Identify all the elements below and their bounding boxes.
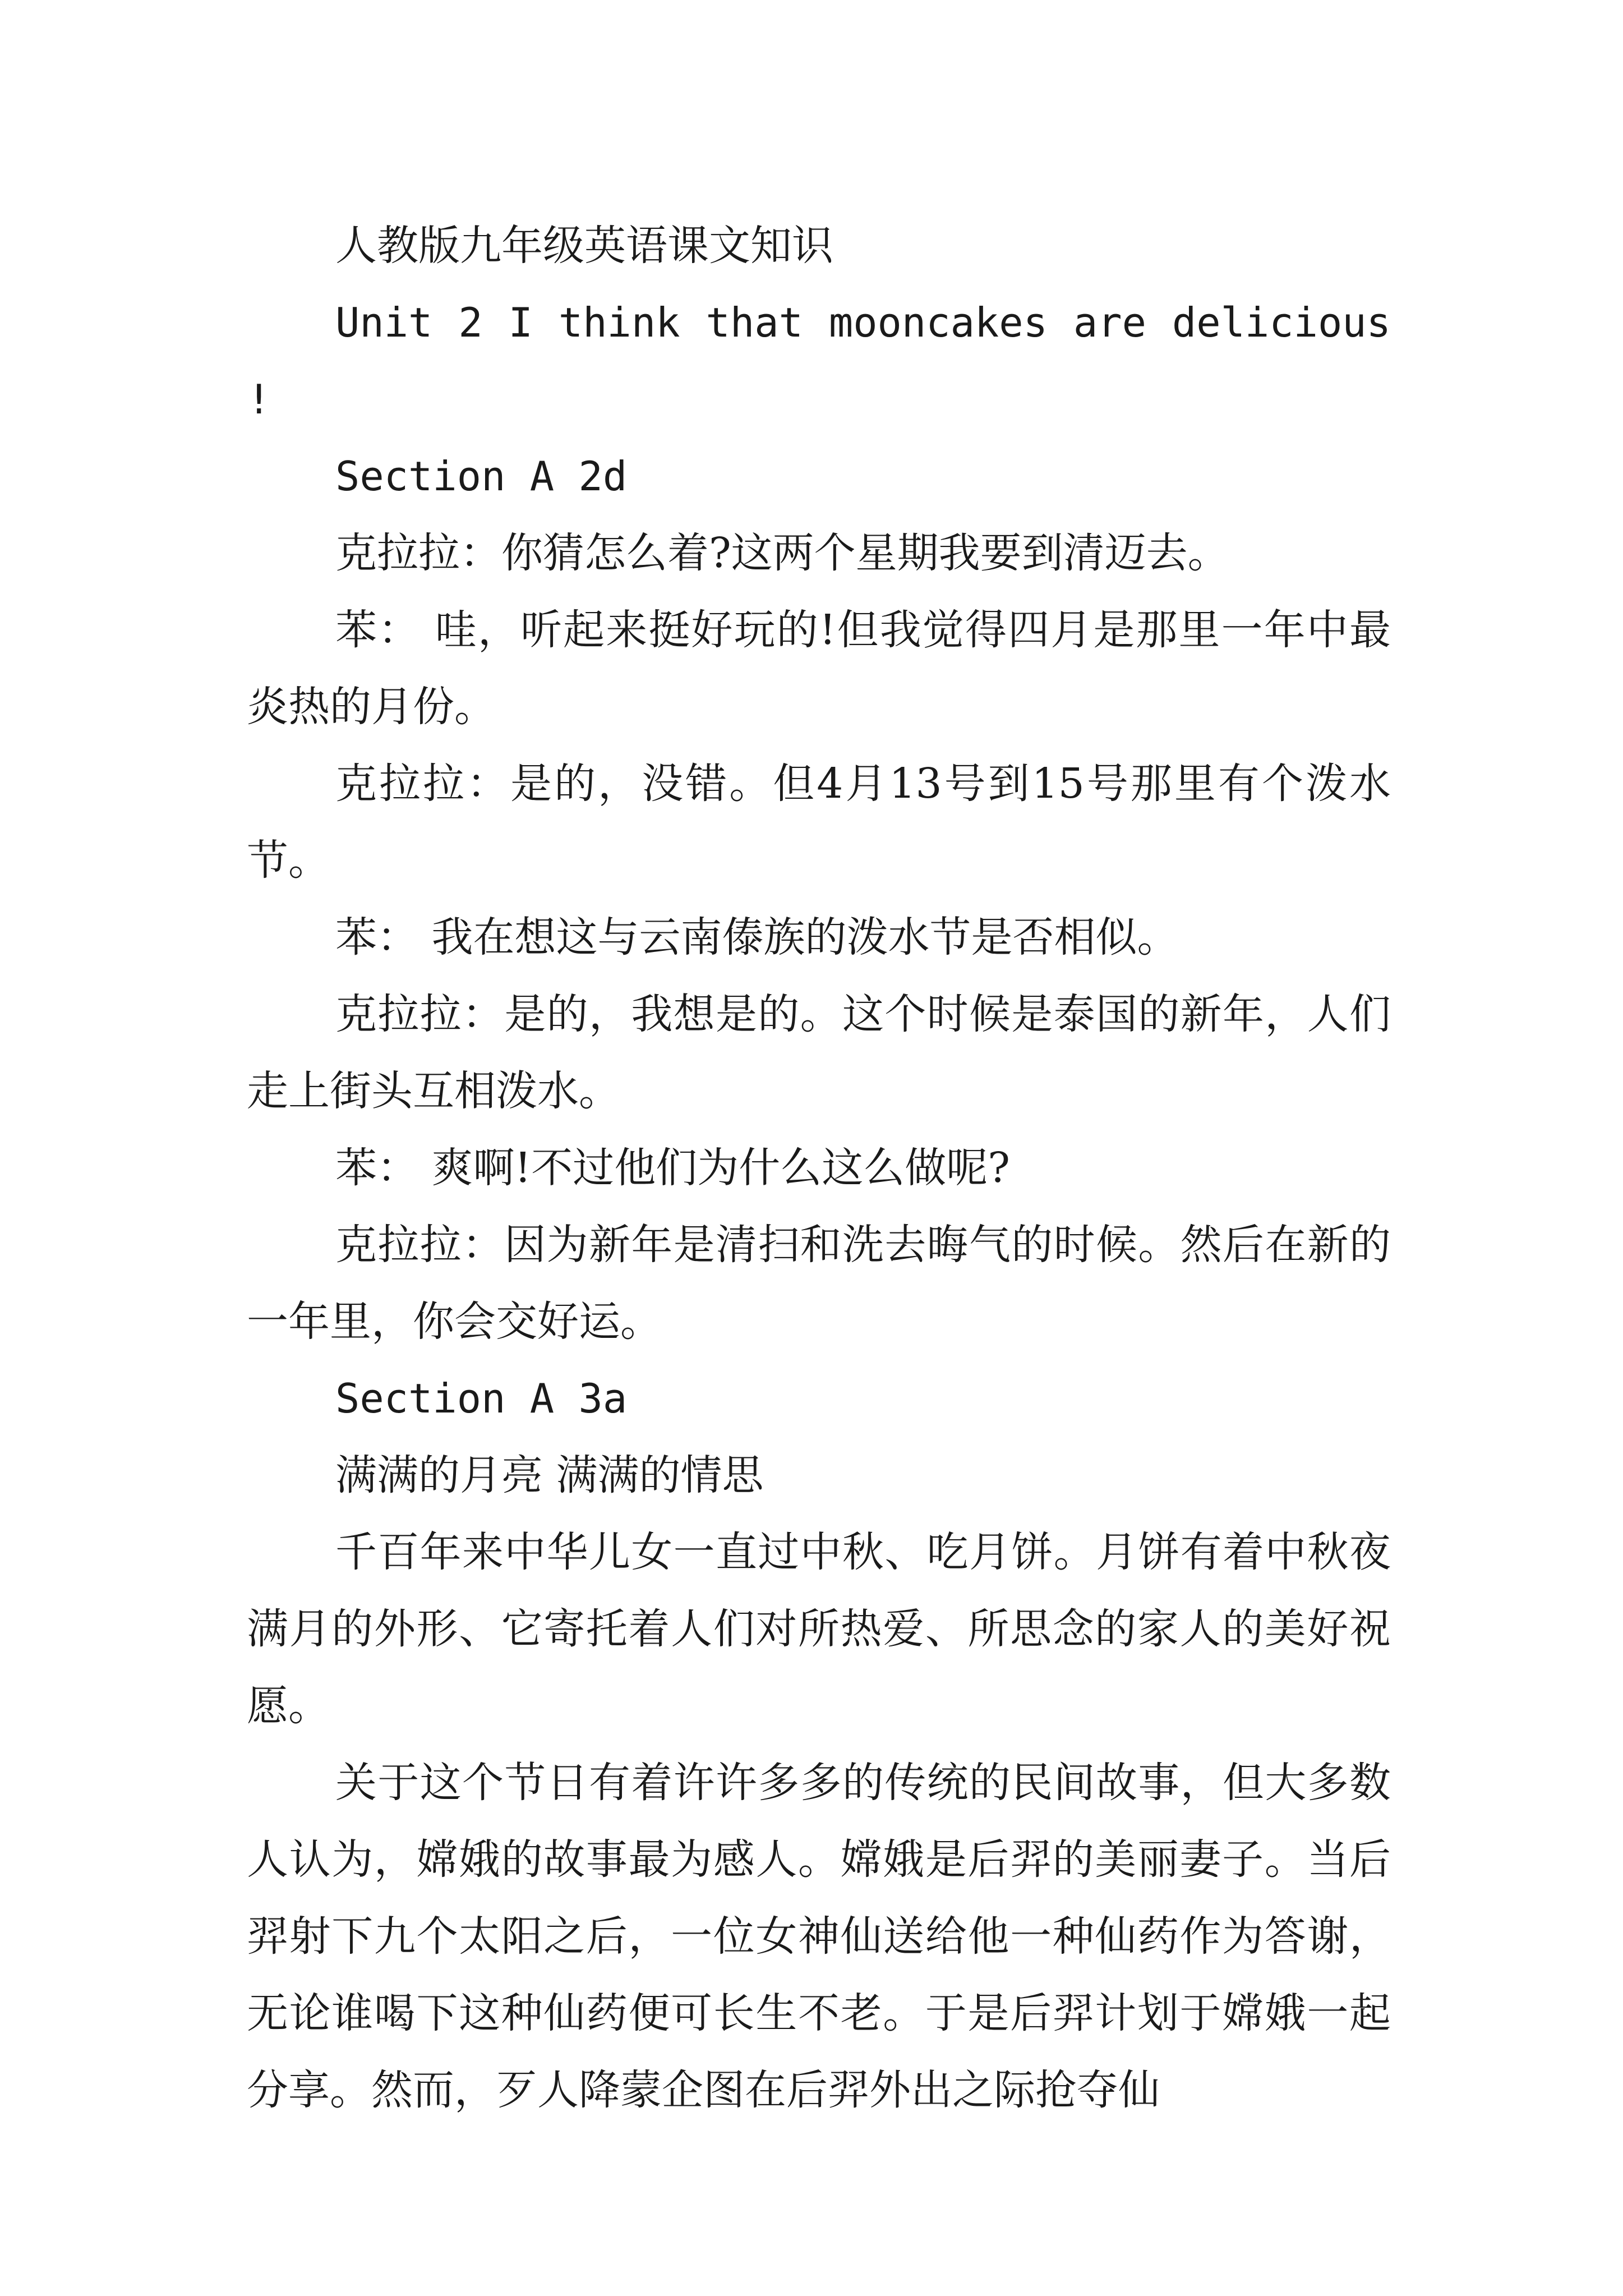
dialogue-line: 克拉拉：是的，没错。但4月13号到15号那里有个泼水节。 bbox=[247, 760, 1391, 885]
reading-paragraph: 关于这个节日有着许许多多的传统的民间故事，但大多数人认为，嫦娥的故事最为感人。嫦娥是后羿的美丽妻子。当后羿射下九个太阳之后，一位女神仙送给他一种仙药作为答谢，无论谁喝下这种仙药便可长生不老。于是后羿计划于嫦娥一起分享。然而，歹人降蒙企图在后羿外出之际抢夺仙 bbox=[247, 1759, 1391, 2114]
dialogue-line: 苯： 哇，听起来挺好玩的!但我觉得四月是那里一年中最炎热的月份。 bbox=[247, 606, 1391, 731]
dialogue-line: 克拉拉：你猜怎么着?这两个星期我要到清迈去。 bbox=[335, 529, 1229, 577]
dialogue-line: 苯： 我在想这与云南傣族的泼水节是否相似。 bbox=[335, 913, 1179, 961]
unit-title: Unit 2 I think that mooncakes are delicious ! bbox=[247, 299, 1391, 423]
dialogue-line: 克拉拉：是的，我想是的。这个时候是泰国的新年，人们走上街头互相泼水。 bbox=[247, 990, 1391, 1115]
reading-paragraph: 千百年来中华儿女一直过中秋、吃月饼。月饼有着中秋夜满月的外形、它寄托着人们对所热爱、所思念的家人的美好祝愿。 bbox=[247, 1528, 1391, 1730]
reading-subtitle: 满满的月亮 满满的情思 bbox=[335, 1451, 764, 1499]
section-heading-2d: Section A 2d bbox=[335, 453, 628, 500]
document-title: 人教版九年级英语课文知识 bbox=[335, 222, 833, 270]
dialogue-line: 克拉拉：因为新年是清扫和洗去晦气的时候。然后在新的一年里，你会交好运。 bbox=[247, 1221, 1391, 1346]
document-body bbox=[247, 208, 1391, 2129]
section-heading-3a: Section A 3a bbox=[335, 1375, 628, 1422]
dialogue-line: 苯： 爽啊!不过他们为什么这么做呢? bbox=[335, 1144, 1010, 1192]
